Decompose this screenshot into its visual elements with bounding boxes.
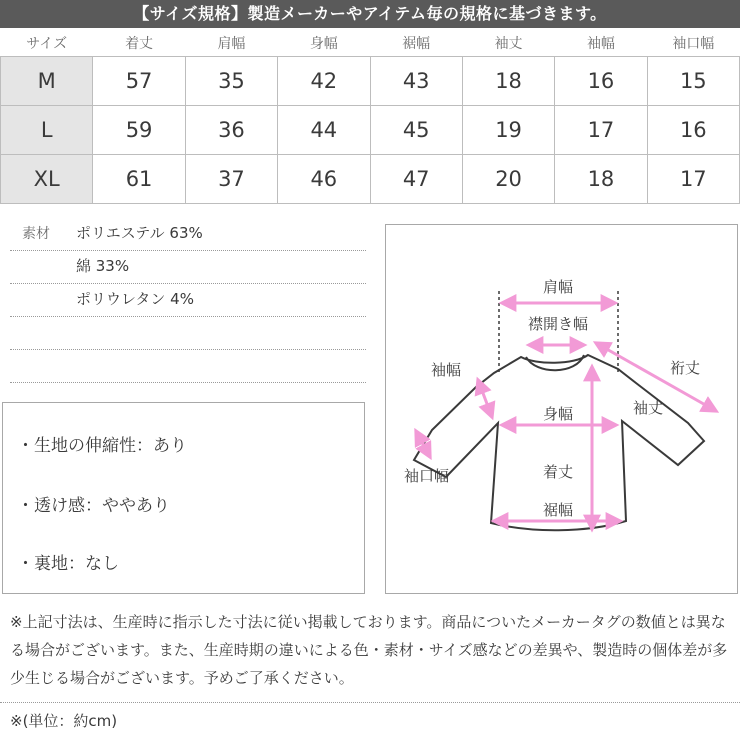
material-list [10,218,366,383]
size-label: M [1,56,93,105]
size-spec-banner: 【サイズ規格】製造メーカーやアイテム毎の規格に基づきます。 [0,0,740,28]
body-width-label: 身幅 [542,405,574,423]
header-sleeve-width: 袖幅 [586,35,615,52]
header-body-width: 身幅 [309,35,338,52]
sheer-property: ・透け感：ややあり [17,496,170,516]
table-cell: 47 [370,154,462,203]
measurement-diagram [385,224,738,594]
material-value: ポリエステル 63% [76,224,203,242]
divider [0,702,740,703]
cuff-label: 袖口幅 [404,467,450,485]
table-cell: 59 [93,105,185,154]
table-cell: 45 [370,105,462,154]
material-value: ポリウレタン 4% [76,290,194,308]
disclaimer-note: ※上記寸法は、生産時に指示した寸法に従い掲載しております。商品についたメーカータグの数値とは異なる場合がございます。また、生産時期の違いによる色・素材・サイズ感などの差異や、製造時の個体差が多少生じる場合がございます。予めご了承ください。 [10,613,728,687]
garment-illustration [386,225,739,595]
table-cell: 36 [185,105,277,154]
header-hem-width: 裾幅 [402,35,431,52]
material-row [10,284,366,317]
table-cell: 46 [278,154,370,203]
material-row [10,350,366,383]
table-cell: 18 [555,154,647,203]
table-cell: 43 [370,56,462,105]
header-length: 着丈 [125,35,154,52]
sleeve-width-label: 袖幅 [431,361,462,379]
table-row [1,105,740,154]
table-cell: 19 [462,105,554,154]
material-row [10,251,366,284]
table-cell: 20 [462,154,554,203]
table-cell: 37 [185,154,277,203]
table-cell: 16 [647,105,739,154]
material-label: 素材 [22,226,50,242]
unit-note: ※(単位：約cm) [10,712,118,730]
header-shoulder: 肩幅 [217,35,246,52]
size-table-header [1,30,740,56]
table-cell: 57 [93,56,185,105]
material-value: 綿 33% [76,257,130,275]
lining-property: ・裏地：なし [17,554,119,574]
stretch-property: ・生地の伸縮性：あり [17,436,187,456]
yuki-label: 裄丈 [670,359,701,377]
table-cell: 16 [555,56,647,105]
table-row [1,154,740,203]
hem-label: 裾幅 [542,501,574,519]
table-cell: 61 [93,154,185,203]
header-size: サイズ [26,35,68,52]
table-cell: 44 [278,105,370,154]
table-cell: 35 [185,56,277,105]
neck-label: 襟開き幅 [527,315,589,333]
table-cell: 17 [555,105,647,154]
table-cell: 18 [462,56,554,105]
material-row [10,218,366,251]
header-cuff-width: 袖口幅 [672,35,715,52]
table-row [1,56,740,105]
sleeve-length-label: 袖丈 [633,399,664,417]
table-cell: 42 [278,56,370,105]
material-row [10,317,366,350]
table-cell: 15 [647,56,739,105]
table-cell: 17 [647,154,739,203]
header-sleeve-length: 袖丈 [494,35,523,52]
fabric-properties-box [2,402,365,594]
size-table [0,30,740,204]
shoulder-label: 肩幅 [542,278,574,296]
size-label: L [1,105,93,154]
size-label: XL [1,154,93,203]
sleeve-width-arrow [478,380,492,417]
length-label: 着丈 [542,463,574,481]
